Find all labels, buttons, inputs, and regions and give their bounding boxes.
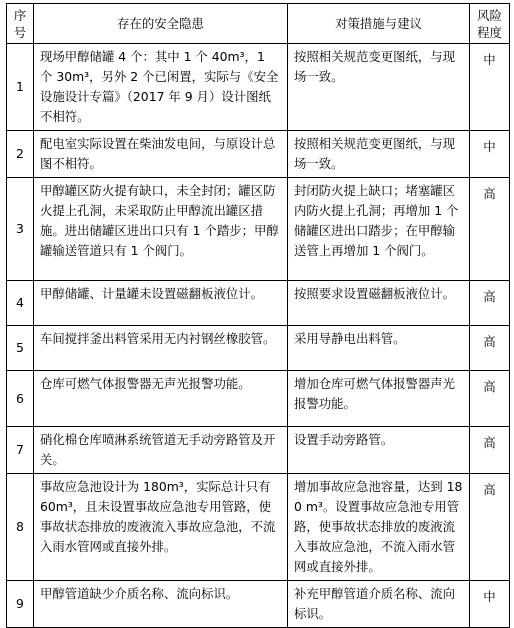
hazard-table — [6, 3, 510, 628]
table-row — [7, 371, 510, 427]
risk-cell: 中 — [470, 581, 510, 628]
table-row — [7, 326, 510, 371]
hazard-cell: 车间搅拌釜出料管采用无内衬钢丝橡胶管。 — [34, 326, 288, 371]
hazard-cell: 甲醇管道缺少介质名称、流向标识。 — [34, 581, 288, 628]
measure-cell: 采用导静电出料管。 — [288, 326, 470, 371]
row-number: 8 — [7, 474, 34, 581]
header-risk: 风险程度 — [470, 4, 510, 44]
measure-cell: 按照相关规范变更图纸，与现场一致。 — [288, 44, 470, 131]
hazard-cell: 硝化棉仓库喷淋系统管道无手动旁路管及开关。 — [34, 427, 288, 474]
risk-cell: 高 — [470, 474, 510, 581]
risk-cell: 高 — [470, 371, 510, 427]
row-number: 6 — [7, 371, 34, 427]
hazard-cell: 甲醇罐区防火提有缺口，未全封闭；罐区防火提上孔洞，未采取防止甲醇流出罐区措施。进出储罐区进出口只有 1 个踏步；甲醇罐输送管道只有 1 个阀门。 — [34, 178, 288, 281]
row-number: 9 — [7, 581, 34, 628]
measure-cell: 设置手动旁路管。 — [288, 427, 470, 474]
hazard-cell: 现场甲醇储罐 4 个：其中 1 个 40m³，1 个 30m³，另外 2 个已闲置，实际与《安全设施设计专篇》（2017 年 9 月）设计图纸不相符。 — [34, 44, 288, 131]
row-number: 2 — [7, 131, 34, 178]
row-number: 5 — [7, 326, 34, 371]
row-number: 7 — [7, 427, 34, 474]
header-hazard: 存在的安全隐患 — [34, 4, 288, 44]
measure-cell: 增加事故应急池容量，达到 180 m³。设置事故应急池专用管路，使事故状态排放的废液流入事故应急池，不流入雨水管网或直接外排。 — [288, 474, 470, 581]
header-row — [7, 4, 510, 44]
risk-cell: 高 — [470, 427, 510, 474]
risk-cell: 高 — [470, 281, 510, 326]
measure-cell: 增加仓库可燃气体报警器声光报警功能。 — [288, 371, 470, 427]
row-number: 3 — [7, 178, 34, 281]
table-row — [7, 474, 510, 581]
risk-cell: 中 — [470, 44, 510, 131]
hazard-cell: 甲醇储罐、计量罐未设置磁翻板液位计。 — [34, 281, 288, 326]
header-measure: 对策措施与建议 — [288, 4, 470, 44]
risk-cell: 中 — [470, 131, 510, 178]
measure-cell: 按照相关规范变更图纸，与现场一致。 — [288, 131, 470, 178]
row-number: 1 — [7, 44, 34, 131]
table-row — [7, 44, 510, 131]
table-row — [7, 281, 510, 326]
table-row — [7, 131, 510, 178]
header-no: 序号 — [7, 4, 34, 44]
table-row — [7, 581, 510, 628]
risk-cell: 高 — [470, 178, 510, 281]
measure-cell: 封闭防火提上缺口；堵塞罐区内防火提上孔洞；再增加 1 个储罐区进出口踏步；在甲醇输送管上再增加 1 个阀门。 — [288, 178, 470, 281]
hazard-cell: 仓库可燃气体报警器无声光报警功能。 — [34, 371, 288, 427]
hazard-cell: 配电室实际设置在柴油发电间，与原设计总图不相符。 — [34, 131, 288, 178]
risk-cell: 高 — [470, 326, 510, 371]
measure-cell: 补充甲醇管道介质名称、流向标识。 — [288, 581, 470, 628]
hazard-cell: 事故应急池设计为 180m³，实际总计只有 60m³，且未设置事故应急池专用管路，使事故状态排放的废液流入事故应急池，不流入雨水管网或直接外排。 — [34, 474, 288, 581]
measure-cell: 按照要求设置磁翻板液位计。 — [288, 281, 470, 326]
table-row — [7, 178, 510, 281]
row-number: 4 — [7, 281, 34, 326]
table-row — [7, 427, 510, 474]
